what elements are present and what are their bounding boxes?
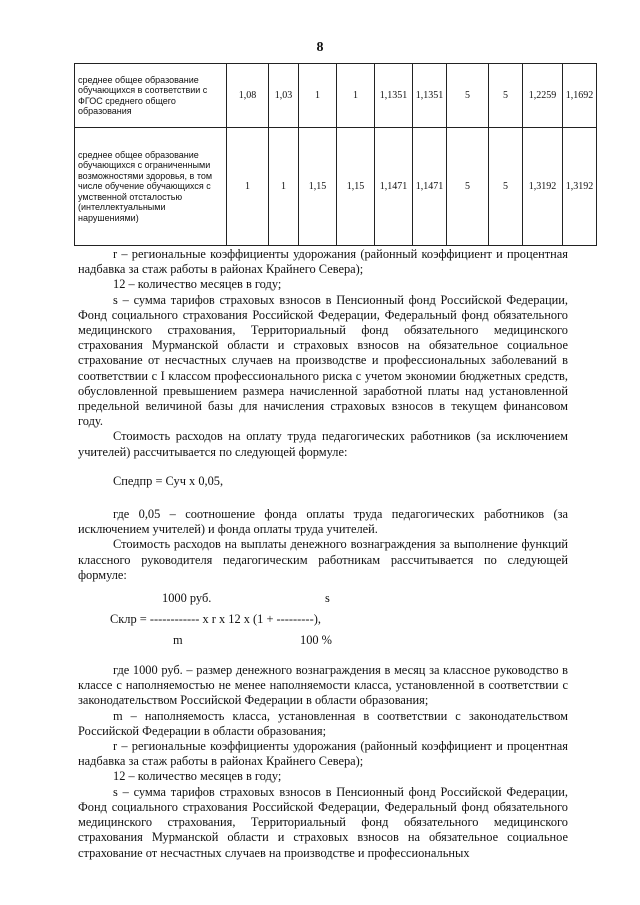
paragraph-r-definition-2: r – региональные коэффициенты удорожания (районный коэффициент и процентная надбавка за стаж работы в районах Крайнего Севера); [78,739,568,769]
table-row [75,64,597,128]
table-cell: 1,2259 [523,64,563,128]
table-cell: 1,1692 [563,64,597,128]
formula-main-line: Склр = ------------ x r x 12 x (1 + ---------), [110,612,321,627]
table-cell: 5 [447,128,489,246]
formula-numerator-left: 1000 руб. [162,591,212,606]
paragraph-r-definition: r – региональные коэффициенты удорожания (районный коэффициент и процентная надбавка за стаж работы в районах Крайнего Севера); [78,247,568,277]
formula-denominator-left: m [173,633,183,648]
coefficients-table [74,63,597,246]
paragraph-class-teacher-cost: Стоимость расходов на выплаты денежного вознаграждения за выполнение функций классного руководителя педагогическим работникам рассчитывается по следующей формуле: [78,537,568,582]
paragraph-1000-definition: где 1000 руб. – размер денежного вознаграждения в месяц за классное руководство в классе с наполняемостью не менее наполняемости класса, установленной в соответствии с законодательством Российской Федерации в области образования; [78,663,568,708]
formula-class-teacher [78,591,568,653]
formula-ped: Спедпр = Суч x 0,05, [113,473,224,488]
table-cell: 1,1351 [413,64,447,128]
table-cell: 5 [489,128,523,246]
table-cell: 1,1351 [375,64,413,128]
paragraph-ratio: где 0,05 – соотношение фонда оплаты труда педагогических работников (за исключением учителей) и фонда оплаты труда учителей. [78,507,568,537]
formula-numerator-right: s [325,591,330,606]
table-cell: 1,3192 [523,128,563,246]
paragraph-m-definition: m – наполняемость класса, установленная в соответствии с законодательством Российской Федерации в области образования; [78,708,568,738]
table-cell: 1 [227,128,269,246]
paragraph-s-definition-2: s – сумма тарифов страховых взносов в Пенсионный фонд Российской Федерации, Фонд социального страхования Российской Федерации, Федеральный фонд обязательного медицинского страхования, Территориальный фонд обязательного медицинского страхования Мурманской области и страховых взносов на обязательное социальное страхование от несчастных случаев на производстве и профессиональных [78,784,568,860]
paragraph-months: 12 – количество месяцев в году; [113,277,282,292]
table-cell: 1,15 [337,128,375,246]
table-row [75,128,597,246]
formula-denominator-right: 100 % [300,633,333,648]
table-cell: 5 [489,64,523,128]
row-label: среднее общее образование обучающихся в соответствии с ФГОС среднего общего образования [75,64,227,128]
table-cell: 1 [269,128,299,246]
table-cell: 1,03 [269,64,299,128]
table-cell: 1,3192 [563,128,597,246]
page-number: 8 [316,40,324,55]
table-cell: 1,15 [299,128,337,246]
document-body [78,247,568,861]
table-cell: 1,1471 [413,128,447,246]
paragraph-ped-cost: Стоимость расходов на оплату труда педагогических работников (за исключением учителей) рассчитывается по следующей формуле: [78,429,568,459]
paragraph-s-definition: s – сумма тарифов страховых взносов в Пенсионный фонд Российской Федерации, Фонд социального страхования Российской Федерации, Федеральный фонд обязательного медицинского страхования, Территориальный фонд обязательного медицинского страхования Мурманской области и страховых взносов на обязательное социальное страхование от несчастных случаев на производстве и профессиональных заболеваний в соответствии с I классом профессионального риска с учетом экономии бюджетных средств, обусловленной превышением размера начисленной заработной платы над установленной предельной величиной базы для начисления страховых взносов в текущем финансовом году. [78,292,568,429]
table-cell: 1,08 [227,64,269,128]
table-cell: 1,1471 [375,128,413,246]
table-cell: 1 [337,64,375,128]
paragraph-months-2: 12 – количество месяцев в году; [113,769,282,784]
table-cell: 1 [299,64,337,128]
table-cell: 5 [447,64,489,128]
row-label: среднее общее образование обучающихся с ограниченными возможностями здоровья, в том числе обучение обучающихся с умственной отсталостью (интеллектуальными нарушениями) [75,128,227,246]
